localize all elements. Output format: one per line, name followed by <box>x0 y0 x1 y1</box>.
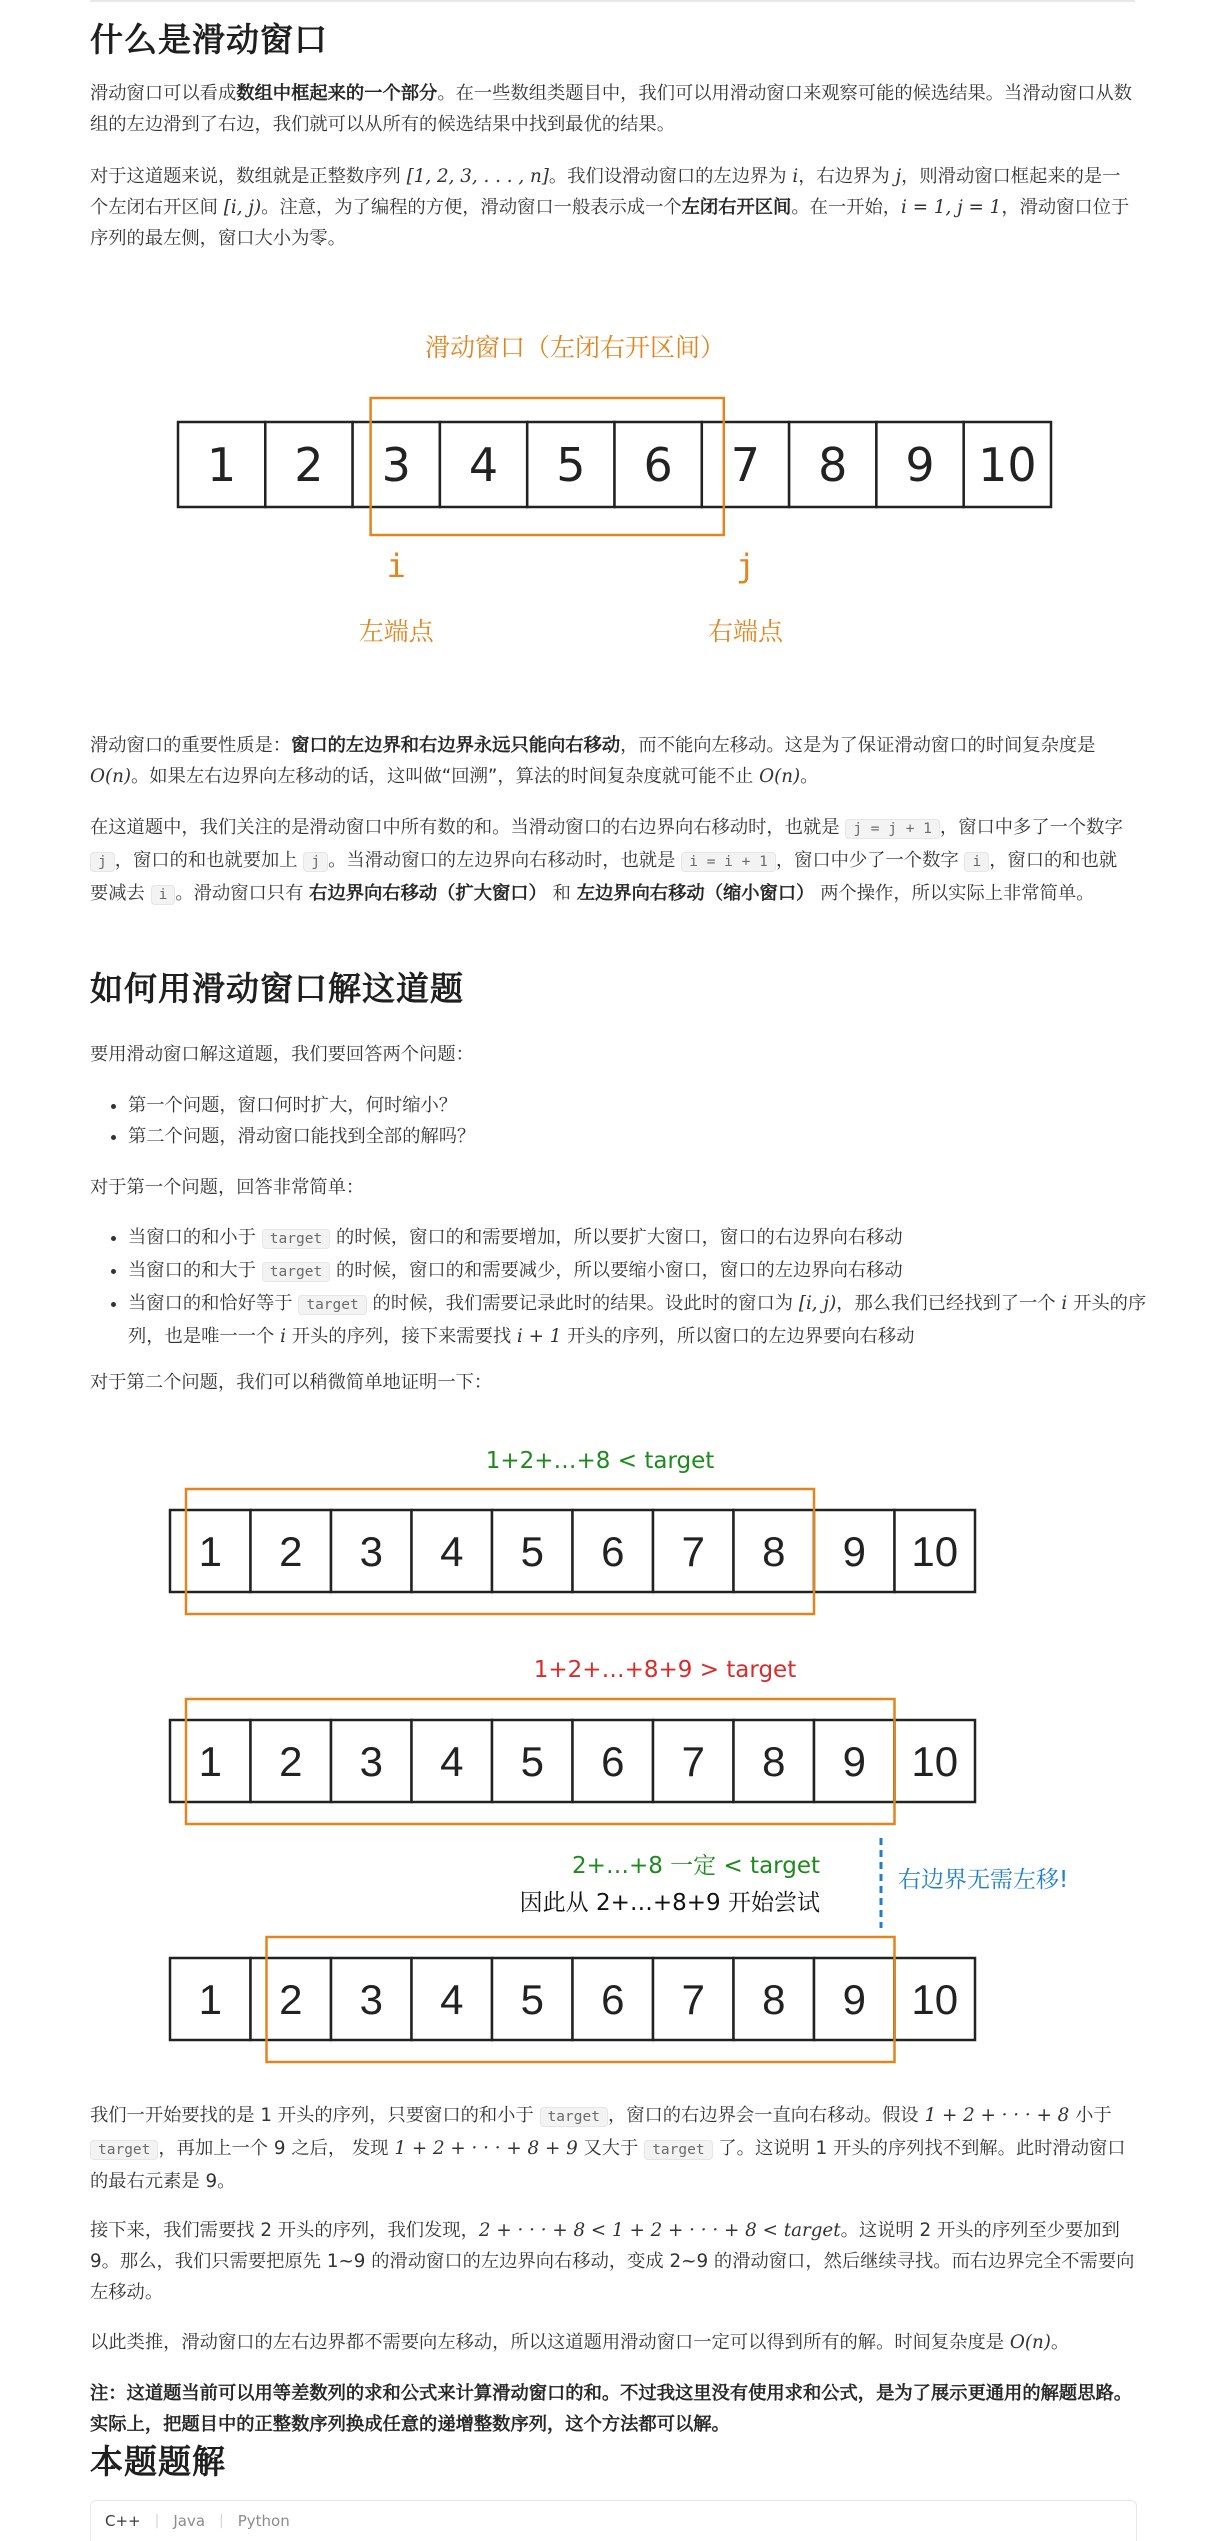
tab-java[interactable]: Java <box>173 2512 206 2530</box>
array-cell-value: 8 <box>762 1738 786 1786</box>
paragraph-second-answer: 对于第二个问题，我们可以稍微简单地证明一下： <box>90 1372 493 1393</box>
array-cell-value: 4 <box>440 1976 464 2024</box>
array-cell-value: 2 <box>279 1976 303 2024</box>
array-cell-value: 1 <box>207 438 237 493</box>
array-cell-value: 1 <box>198 1528 222 1576</box>
paragraph-first-answer: 对于第一个问题，回答非常简单： <box>90 1177 365 1198</box>
section-title-how-to-solve: 如何用滑动窗口解这道题 <box>90 969 464 1008</box>
array-cell-value: 10 <box>911 1976 959 2024</box>
right-boundary-note: 右边界无需左移! <box>898 1867 1069 1893</box>
array-cell-value: 2 <box>279 1738 303 1786</box>
array-cell-value: 3 <box>359 1976 383 2024</box>
list-item: • 当窗口的和恰好等于 target 的时候，我们需要记录此时的结果。设此时的窗口为 [i, j)，那么我们已经找到了一个 i 开头的序列，也是唯一一个 i 开头的序列，接下来需要找 i + 1 开头的序列，所以窗口的左边界要向右移动 <box>128 1288 1173 1352</box>
array-cell-value: 8 <box>818 438 848 493</box>
array-cell-value: 1 <box>198 1738 222 1786</box>
list-item: • 第二个问题，滑动窗口能找到全部的解吗？ <box>128 1121 1173 1152</box>
array-cell-value: 10 <box>978 438 1037 493</box>
section-title-solution: 本题题解 <box>90 2442 226 2481</box>
array-cell-value: 6 <box>601 1528 625 1576</box>
array-cell-value: 8 <box>762 1528 786 1576</box>
fig1-j-label: j <box>735 547 756 585</box>
array-cell-value: 1 <box>198 1976 222 2024</box>
array-cell-value: 5 <box>520 1976 544 2024</box>
array-cell-value: 6 <box>643 438 673 493</box>
row3-label-2: 因此从 2+…+8+9 开始尝试 <box>519 1890 820 1916</box>
array-cell-value: 9 <box>842 1528 866 1576</box>
fig1-i-label: i <box>386 547 406 585</box>
tab-separator: | <box>219 2513 224 2529</box>
array-cell-value: 2 <box>279 1528 303 1576</box>
array-cell-value: 9 <box>905 438 935 493</box>
paragraph-example-1: 我们一开始要找的是 1 开头的序列，只要窗口的和小于 target ，窗口的右边界会一直向右移动。假设 1 + 2 + · · · + 8 小于 target ，再加上一个 9 之后， 发现 1 + 2 + · · · + 8 + 9 又大于 target 了。这说明 1 开头的序列找不到解。此时滑动窗口的最右元素是 9。 <box>90 2105 1126 2192</box>
tab-python[interactable]: Python <box>237 2512 290 2530</box>
array-cell-value: 4 <box>440 1528 464 1576</box>
paragraph-two-questions: 要用滑动窗口解这道题，我们要回答两个问题： <box>90 1044 474 1065</box>
answers-list <box>90 1222 1173 1352</box>
array-cell-value: 4 <box>468 438 499 493</box>
paragraph-property: 滑动窗口的重要性质是：窗口的左边界和右边界永远只能向右移动，而不能向左移动。这是为了保证滑动窗口的时间复杂度是 O(n)。如果左右边界向左移动的话，这叫做“回溯”，算法的时间复杂度就可能不止 O(n)。 <box>90 735 1096 787</box>
array-cell-value: 3 <box>381 438 411 493</box>
paragraph-interval: 对于这道题来说，数组就是正整数序列 [1, 2, 3, . . . , n]。我们设滑动窗口的左边界为 i，右边界为 j，则滑动窗口框起来的是一个左闭右开区间 [i, j)。注意，为了编程的方便，滑动窗口一般表示成一个左闭右开区间。在一开始，i = 1, j = 1，滑动窗口位于序列的最左侧，窗口大小为零。 <box>90 166 1130 249</box>
proof-figure <box>90 1440 1135 2080</box>
array-cell-value: 10 <box>911 1738 959 1786</box>
sliding-window-figure <box>90 320 1135 665</box>
array-cell-value: 7 <box>730 438 761 493</box>
paragraph-intro: 滑动窗口可以看成数组中框起来的一个部分。在一些数组类题目中，我们可以用滑动窗口来观察可能的候选结果。当滑动窗口从数组的左边滑到了右边，我们就可以从所有的候选结果中找到最优的结果。 <box>90 83 1133 135</box>
array-cell-value: 7 <box>681 1976 705 2024</box>
array-cell-value: 3 <box>359 1738 383 1786</box>
array-cell-value: 6 <box>601 1738 625 1786</box>
array-cell-value: 3 <box>359 1528 383 1576</box>
array-cell-value: 6 <box>601 1976 625 2024</box>
questions-list <box>90 1090 1173 1152</box>
array-cell-value: 9 <box>842 1976 866 2024</box>
fig1-left-endpoint-label: 左端点 <box>358 617 434 646</box>
paragraph-conclusion: 以此类推，滑动窗口的左右边界都不需要向左移动，所以这道题用滑动窗口一定可以得到所有的解。时间复杂度是 O(n)。 <box>90 2332 1070 2353</box>
row2-label: 1+2+…+8+9 > target <box>533 1657 797 1683</box>
array-cell-value: 8 <box>762 1976 786 2024</box>
array-cell-value: 5 <box>556 438 586 493</box>
paragraph-window-sum: 在这道题中，我们关注的是滑动窗口中所有数的和。当滑动窗口的右边界向右移动时，也就是 j = j + 1 ，窗口中多了一个数字 j ，窗口的和也就要加上 j 。当滑动窗口的左边界向右移动时，也就是 i = i + 1 ，窗口中少了一个数字 i ，窗口的和也就要减去 i 。滑动窗口只有 右边界向右移动（扩大窗口） 和 左边界向右移动（缩小窗口） 两个操作，所以实际上非常简单。 <box>90 817 1123 904</box>
list-item: • 第一个问题，窗口何时扩大，何时缩小？ <box>128 1090 1173 1121</box>
array-cell-value: 7 <box>681 1738 705 1786</box>
tab-cpp[interactable]: C++ <box>105 2512 141 2530</box>
row3-label-1: 2+…+8 一定 < target <box>572 1853 820 1879</box>
fig1-title: 滑动窗口（左闭右开区间） <box>424 333 726 362</box>
array-cell-value: 5 <box>520 1738 544 1786</box>
array-cell-value: 5 <box>520 1528 544 1576</box>
paragraph-example-2: 接下来，我们需要找 2 开头的序列，我们发现，2 + · · · + 8 < 1 + 2 + · · · + 8 < target。这说明 2 开头的序列至少要加到 9。那么，我们只需要把原先 1~9 的滑动窗口的左边界向右移动，变成 2~9 的滑动窗口，然后继续寻找。而右边界完全不需要向左移动。 <box>90 2220 1135 2303</box>
code-language-tabs <box>90 2500 1137 2541</box>
array-cell-value: 4 <box>440 1738 464 1786</box>
array-cell-value: 10 <box>911 1528 959 1576</box>
array-cell-value: 7 <box>681 1528 705 1576</box>
list-item: • 当窗口的和小于 target 的时候，窗口的和需要增加，所以要扩大窗口，窗口的右边界向右移动 <box>128 1222 1173 1255</box>
top-divider <box>90 0 1135 2</box>
note-paragraph: 注：这道题当前可以用等差数列的求和公式来计算滑动窗口的和。不过我这里没有使用求和公式，是为了展示更通用的解题思路。实际上，把题目中的正整数序列换成任意的递增整数序列，这个方法都可以解。 <box>90 2383 1133 2435</box>
array-cell-value: 9 <box>842 1738 866 1786</box>
row1-label: 1+2+…+8 < target <box>485 1448 715 1474</box>
tab-separator: | <box>154 2513 160 2529</box>
array-cell-value: 2 <box>294 438 324 493</box>
fig1-right-endpoint-label: 右端点 <box>707 617 783 646</box>
list-item: • 当窗口的和大于 target 的时候，窗口的和需要减少，所以要缩小窗口，窗口的左边界向右移动 <box>128 1255 1173 1288</box>
section-title-what-is-window: 什么是滑动窗口 <box>90 20 328 59</box>
